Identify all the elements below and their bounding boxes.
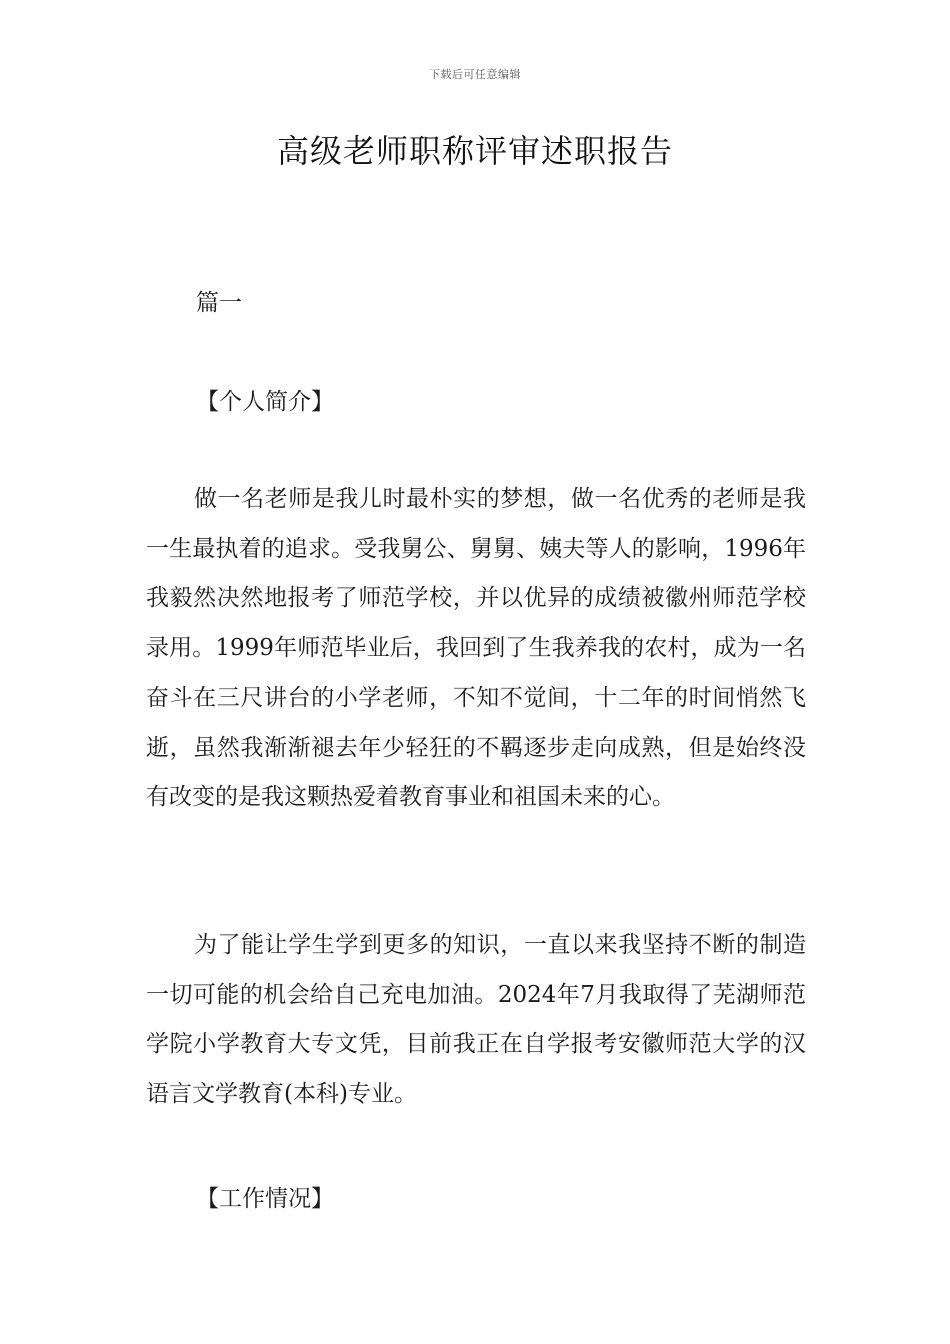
header-note: 下载后可任意编辑 [429,68,521,81]
section-heading-work: 【工作情况】 [196,1186,334,1212]
part-label: 篇一 [196,290,242,316]
paragraph-profile-1: 做一名老师是我儿时最朴实的梦想，做一名优秀的老师是我一生最执着的追求。受我舅公、舅舅、姨夫等人的影响，1996年我毅然决然地报考了师范学校，并以优异的成绩被徽州师范学校录用。1999年师范毕业后，我回到了生我养我的农村，成为一名奋斗在三尺讲台的小学老师，不知不觉间，十二年的时间悄然飞逝，虽然我渐渐褪去年少轻狂的不羁逐步走向成熟，但是始终没有改变的是我这颗热爱着教育事业和祖国未来的心。 [146,486,806,811]
section-heading-profile: 【个人简介】 [196,389,334,415]
document-title: 高级老师职称评审述职报告 [276,132,673,170]
paragraph-profile-2: 为了能让学生学到更多的知识，一直以来我坚持不断的制造一切可能的机会给自己充电加油。2024年7月我取得了芜湖师范学院小学教育大专文凭，目前我正在自学报考安徽师范大学的汉语言文学教育(本科)专业。 [146,932,806,1108]
